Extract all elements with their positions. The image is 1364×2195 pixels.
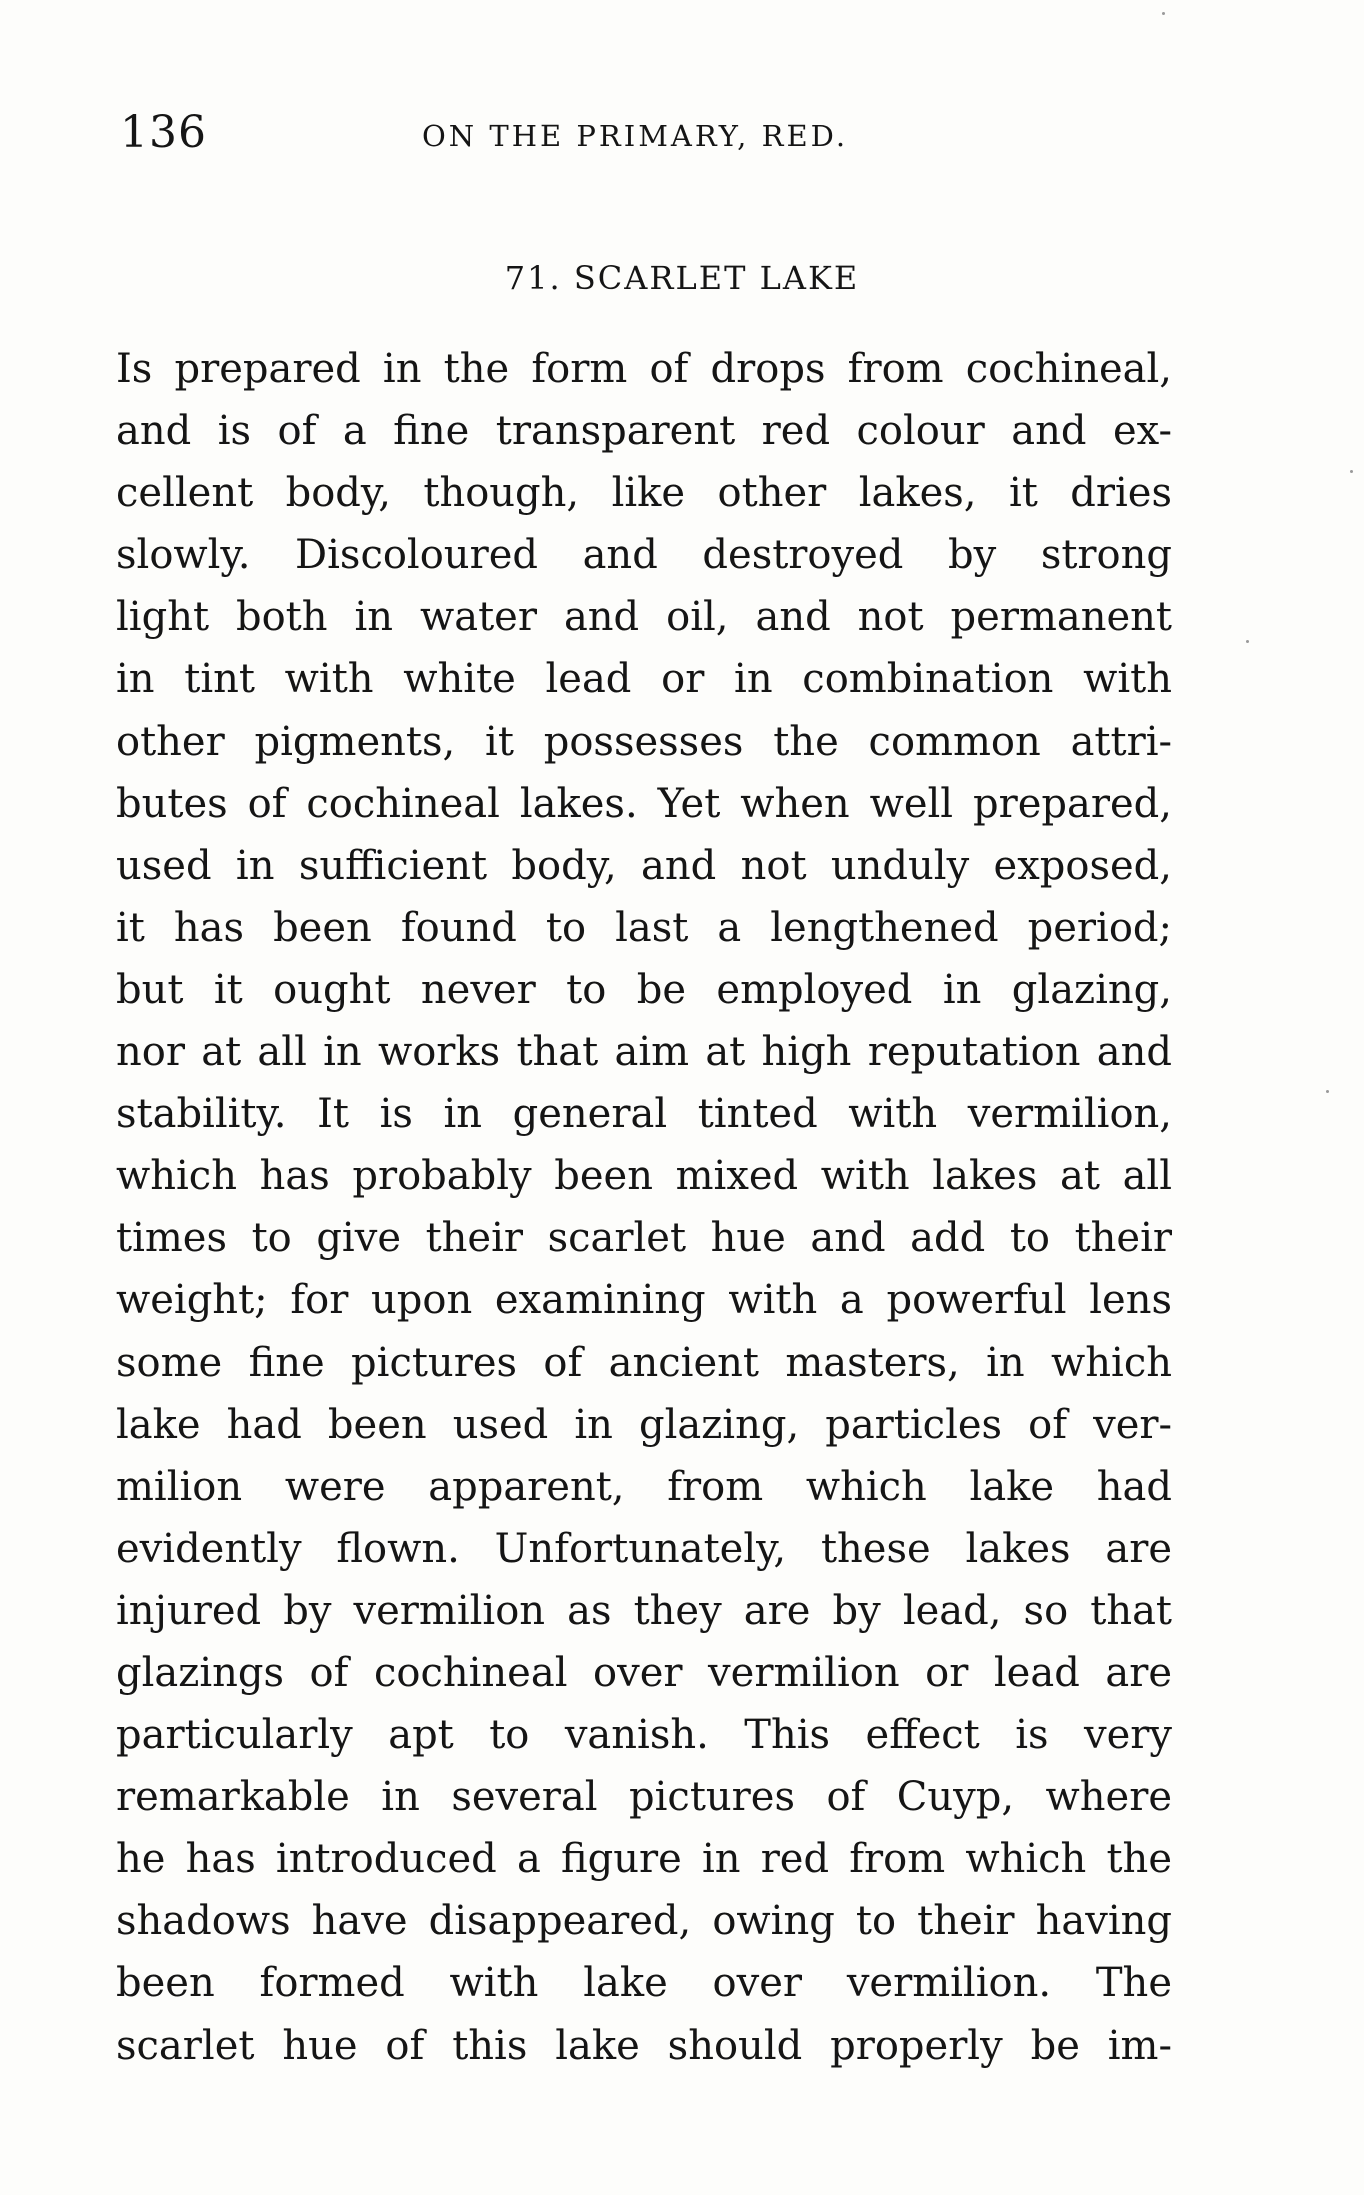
text-line: scarlet hue of this lake should properly be im- [116, 2022, 1172, 2069]
section-title: 71. SCARLET LAKE [504, 259, 860, 297]
page-number: 136 [120, 107, 207, 158]
text-line: used in sufficient body, and not unduly exposed, [116, 842, 1172, 889]
text-line: shadows have disappeared, owing to their having [116, 1898, 1172, 1945]
text-line: butes of cochineal lakes. Yet when well prepared, [116, 780, 1172, 827]
text-line: and is of a fine transparent red colour and ex- [116, 408, 1172, 455]
paper-speck [1162, 12, 1165, 15]
text-line: evidently flown. Unfortunately, these lakes are [116, 1525, 1172, 1572]
text-line: which has probably been mixed with lakes at all [116, 1153, 1172, 1200]
text-line: particularly apt to vanish. This effect is very [116, 1712, 1172, 1759]
running-title: ON THE PRIMARY, RED. [422, 119, 849, 153]
running-header [120, 108, 1180, 158]
text-line: nor at all in works that aim at high reputation and [116, 1029, 1172, 1076]
text-line: times to give their scarlet hue and add to their [116, 1215, 1172, 1262]
text-line: slowly. Discoloured and destroyed by strong [116, 532, 1172, 579]
text-line: lake had been used in glazing, particles of ver- [116, 1401, 1172, 1448]
text-line: he has introduced a figure in red from which the [116, 1836, 1172, 1883]
paper-speck [1246, 640, 1249, 643]
paper-speck [1350, 470, 1353, 473]
text-line: Is prepared in the form of drops from cochineal, [116, 346, 1172, 392]
text-line: other pigments, it possesses the common attri- [116, 718, 1172, 765]
text-line: light both in water and oil, and not permanent [116, 594, 1172, 641]
text-line: weight; for upon examining with a powerful lens [116, 1277, 1172, 1324]
text-line: in tint with white lead or in combination with [116, 656, 1172, 703]
text-line: but it ought never to be employed in glazing, [116, 966, 1172, 1013]
text-line: remarkable in several pictures of Cuyp, where [116, 1774, 1172, 1821]
text-line: stability. It is in general tinted with vermilion, [116, 1091, 1172, 1138]
text-line: glazings of cochineal over vermilion or lead are [116, 1649, 1172, 1696]
text-line: injured by vermilion as they are by lead, so that [116, 1587, 1172, 1634]
text-line: it has been found to last a lengthened period; [116, 904, 1172, 951]
body-text [116, 338, 1172, 2077]
text-line: cellent body, though, like other lakes, it dries [116, 470, 1172, 517]
text-line: been formed with lake over vermilion. The [116, 1960, 1172, 2007]
paper-speck [1326, 1090, 1329, 1093]
text-line: some fine pictures of ancient masters, in which [116, 1339, 1172, 1386]
text-line: milion were apparent, from which lake had [116, 1463, 1172, 1510]
